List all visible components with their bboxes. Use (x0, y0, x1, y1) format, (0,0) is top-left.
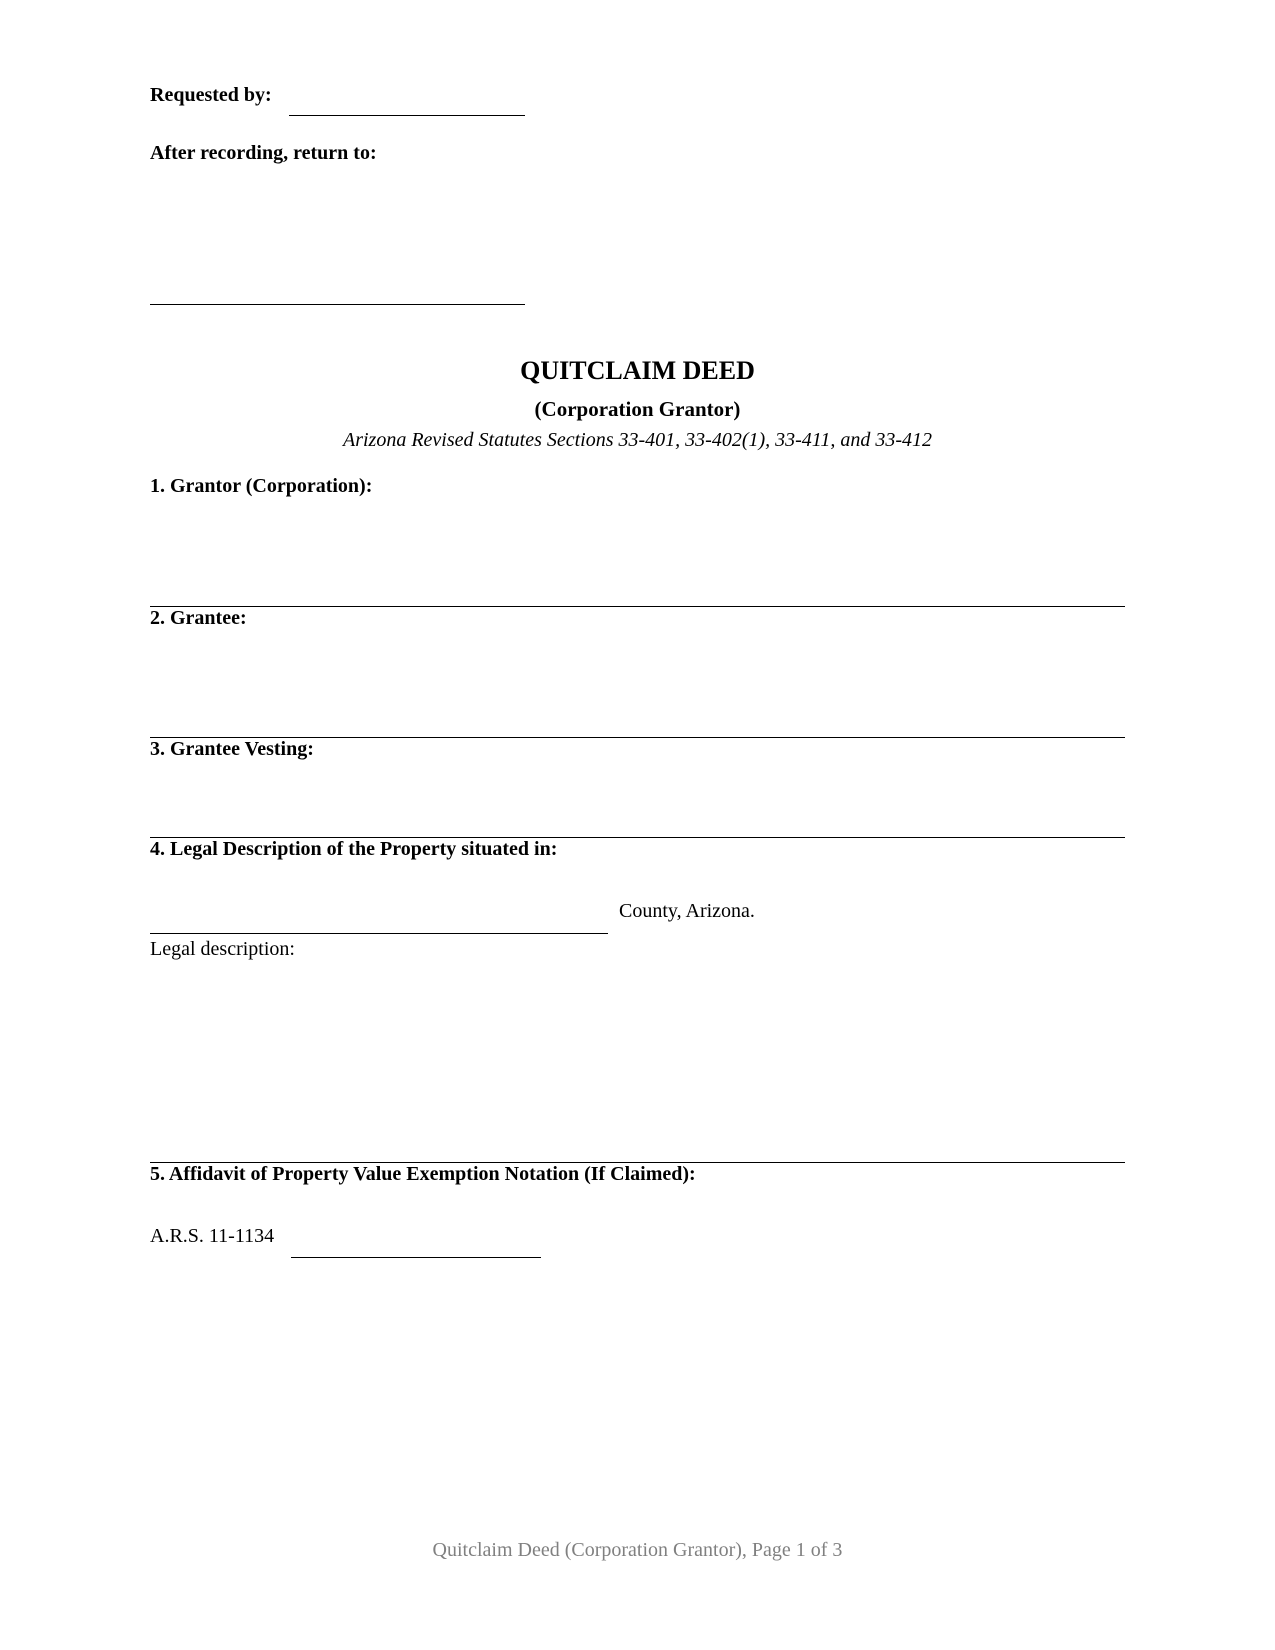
county-line[interactable] (150, 933, 608, 934)
county-suffix: County, Arizona. (619, 900, 755, 922)
legal-description-label: 4. Legal Description of the Property situated in: (150, 838, 558, 860)
ars-label: A.R.S. 11-1134 (150, 1225, 275, 1247)
ars-line[interactable] (291, 1257, 541, 1258)
requested-by-line[interactable] (289, 115, 525, 116)
statute-reference: Arizona Revised Statutes Sections 33-401, 33-402(1), 33-411, and 33-412 (343, 429, 932, 451)
document-title: QUITCLAIM DEED (520, 356, 755, 385)
affidavit-label: 5. Affidavit of Property Value Exemption Notation (If Claimed): (150, 1163, 696, 1185)
page-footer: Quitclaim Deed (Corporation Grantor), Page 1 of 3 (432, 1539, 843, 1561)
vesting-label: 3. Grantee Vesting: (150, 738, 314, 760)
grantee-label: 2. Grantee: (150, 607, 247, 629)
return-to-label: After recording, return to: (150, 142, 377, 164)
return-to-line[interactable] (150, 304, 525, 305)
document-subtitle: (Corporation Grantor) (534, 397, 741, 421)
legal-description-text-label: Legal description: (150, 938, 295, 960)
requested-by-label: Requested by: (150, 84, 272, 106)
grantor-line[interactable] (150, 606, 1125, 607)
grantor-label: 1. Grantor (Corporation): (150, 475, 373, 497)
